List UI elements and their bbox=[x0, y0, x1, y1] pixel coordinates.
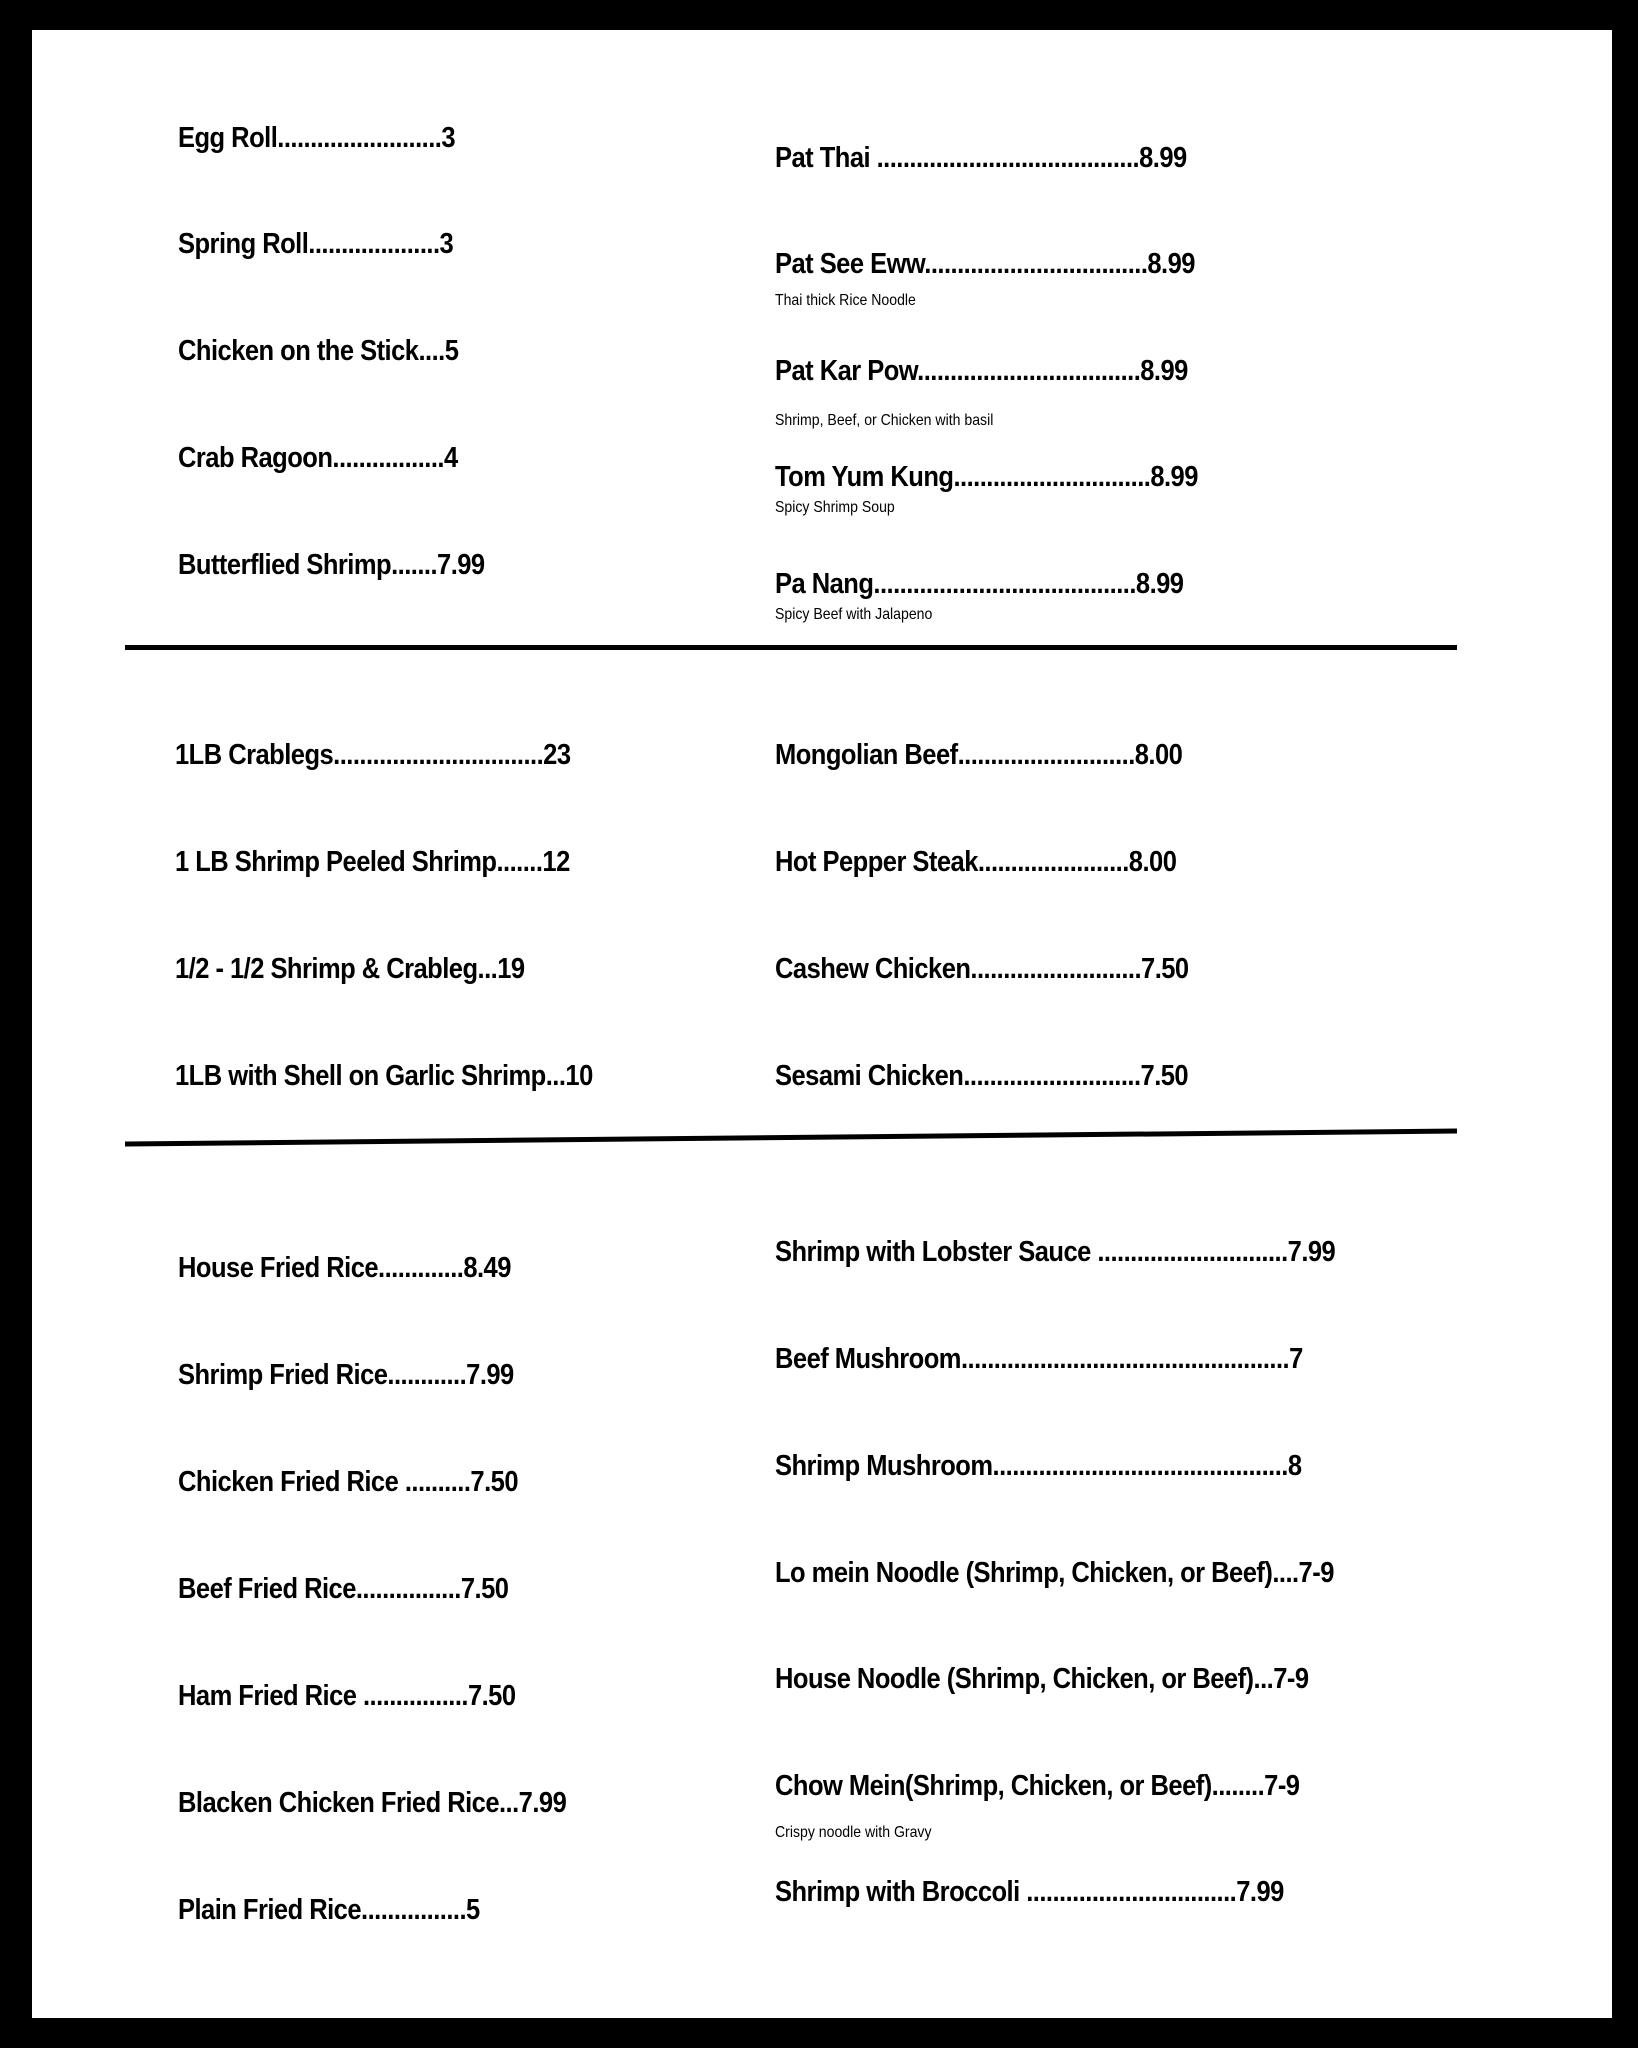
menu-item-description: Thai thick Rice Noodle bbox=[775, 292, 916, 309]
menu-item-shrimp-lobster-sauce: Shrimp with Lobster Sauce .............................7.99 bbox=[775, 1236, 1336, 1268]
menu-item-shrimp-broccoli: Shrimp with Broccoli ................................7.99 bbox=[775, 1876, 1284, 1908]
menu-item-chow-mein: Chow Mein(Shrimp, Chicken, or Beef)........7-9 bbox=[775, 1770, 1300, 1802]
menu-page bbox=[32, 30, 1612, 2018]
menu-item-pat-see-eww: Pat See Eww..................................8.99 bbox=[775, 248, 1195, 280]
menu-item-blacken-chicken-fried-rice: Blacken Chicken Fried Rice...7.99 bbox=[178, 1787, 567, 1819]
menu-item-beef-mushroom: Beef Mushroom..................................................7 bbox=[775, 1343, 1303, 1375]
menu-item-spring-roll: Spring Roll....................3 bbox=[178, 228, 454, 260]
menu-item-house-noodle: House Noodle (Shrimp, Chicken, or Beef)...7-9 bbox=[775, 1663, 1309, 1695]
section-divider bbox=[32, 30, 1612, 2018]
menu-item-beef-fried-rice: Beef Fried Rice................7.50 bbox=[178, 1573, 509, 1605]
menu-item-ham-fried-rice: Ham Fried Rice ................7.50 bbox=[178, 1680, 516, 1712]
menu-item-pat-kar-pow: Pat Kar Pow..................................8.99 bbox=[775, 355, 1188, 387]
menu-item-pa-nang: Pa Nang........................................8.99 bbox=[775, 568, 1184, 600]
menu-item-description: Shrimp, Beef, or Chicken with basil bbox=[775, 412, 994, 429]
menu-item-shrimp-mushroom: Shrimp Mushroom.............................................8 bbox=[775, 1450, 1302, 1482]
menu-item-butterflied-shrimp: Butterflied Shrimp.......7.99 bbox=[178, 549, 485, 581]
menu-item-tom-yum-kung: Tom Yum Kung..............................8.99 bbox=[775, 461, 1198, 493]
menu-item-mongolian-beef: Mongolian Beef...........................8.00 bbox=[775, 739, 1183, 771]
menu-item-sesami-chicken: Sesami Chicken...........................7.50 bbox=[775, 1060, 1189, 1092]
menu-item-shrimp-fried-rice: Shrimp Fried Rice............7.99 bbox=[178, 1359, 514, 1391]
menu-item-house-fried-rice: House Fried Rice.............8.49 bbox=[178, 1252, 511, 1284]
menu-item-crablegs: 1LB Crablegs................................23 bbox=[175, 739, 571, 771]
menu-item-description: Spicy Beef with Jalapeno bbox=[775, 606, 933, 623]
menu-item-plain-fried-rice: Plain Fried Rice................5 bbox=[178, 1894, 480, 1926]
menu-item-garlic-shrimp: 1LB with Shell on Garlic Shrimp...10 bbox=[175, 1060, 593, 1092]
menu-item-description: Crispy noodle with Gravy bbox=[775, 1824, 932, 1841]
menu-item-description: Spicy Shrimp Soup bbox=[775, 499, 895, 516]
menu-item-egg-roll: Egg Roll.........................3 bbox=[178, 122, 455, 154]
menu-item-peeled-shrimp: 1 LB Shrimp Peeled Shrimp.......12 bbox=[175, 846, 570, 878]
menu-item-crab-ragoon: Crab Ragoon.................4 bbox=[178, 442, 458, 474]
menu-item-lo-mein-noodle: Lo mein Noodle (Shrimp, Chicken, or Beef)....7-9 bbox=[775, 1557, 1334, 1589]
menu-item-pat-thai: Pat Thai ........................................8.99 bbox=[775, 142, 1187, 174]
menu-item-chicken-on-the-stick: Chicken on the Stick....5 bbox=[178, 335, 459, 367]
menu-item-chicken-fried-rice: Chicken Fried Rice ..........7.50 bbox=[178, 1466, 518, 1498]
menu-item-hot-pepper-steak: Hot Pepper Steak.......................8.00 bbox=[775, 846, 1177, 878]
menu-item-shrimp-crableg: 1/2 - 1/2 Shrimp & Crableg...19 bbox=[175, 953, 525, 985]
menu-item-cashew-chicken: Cashew Chicken..........................7.50 bbox=[775, 953, 1189, 985]
